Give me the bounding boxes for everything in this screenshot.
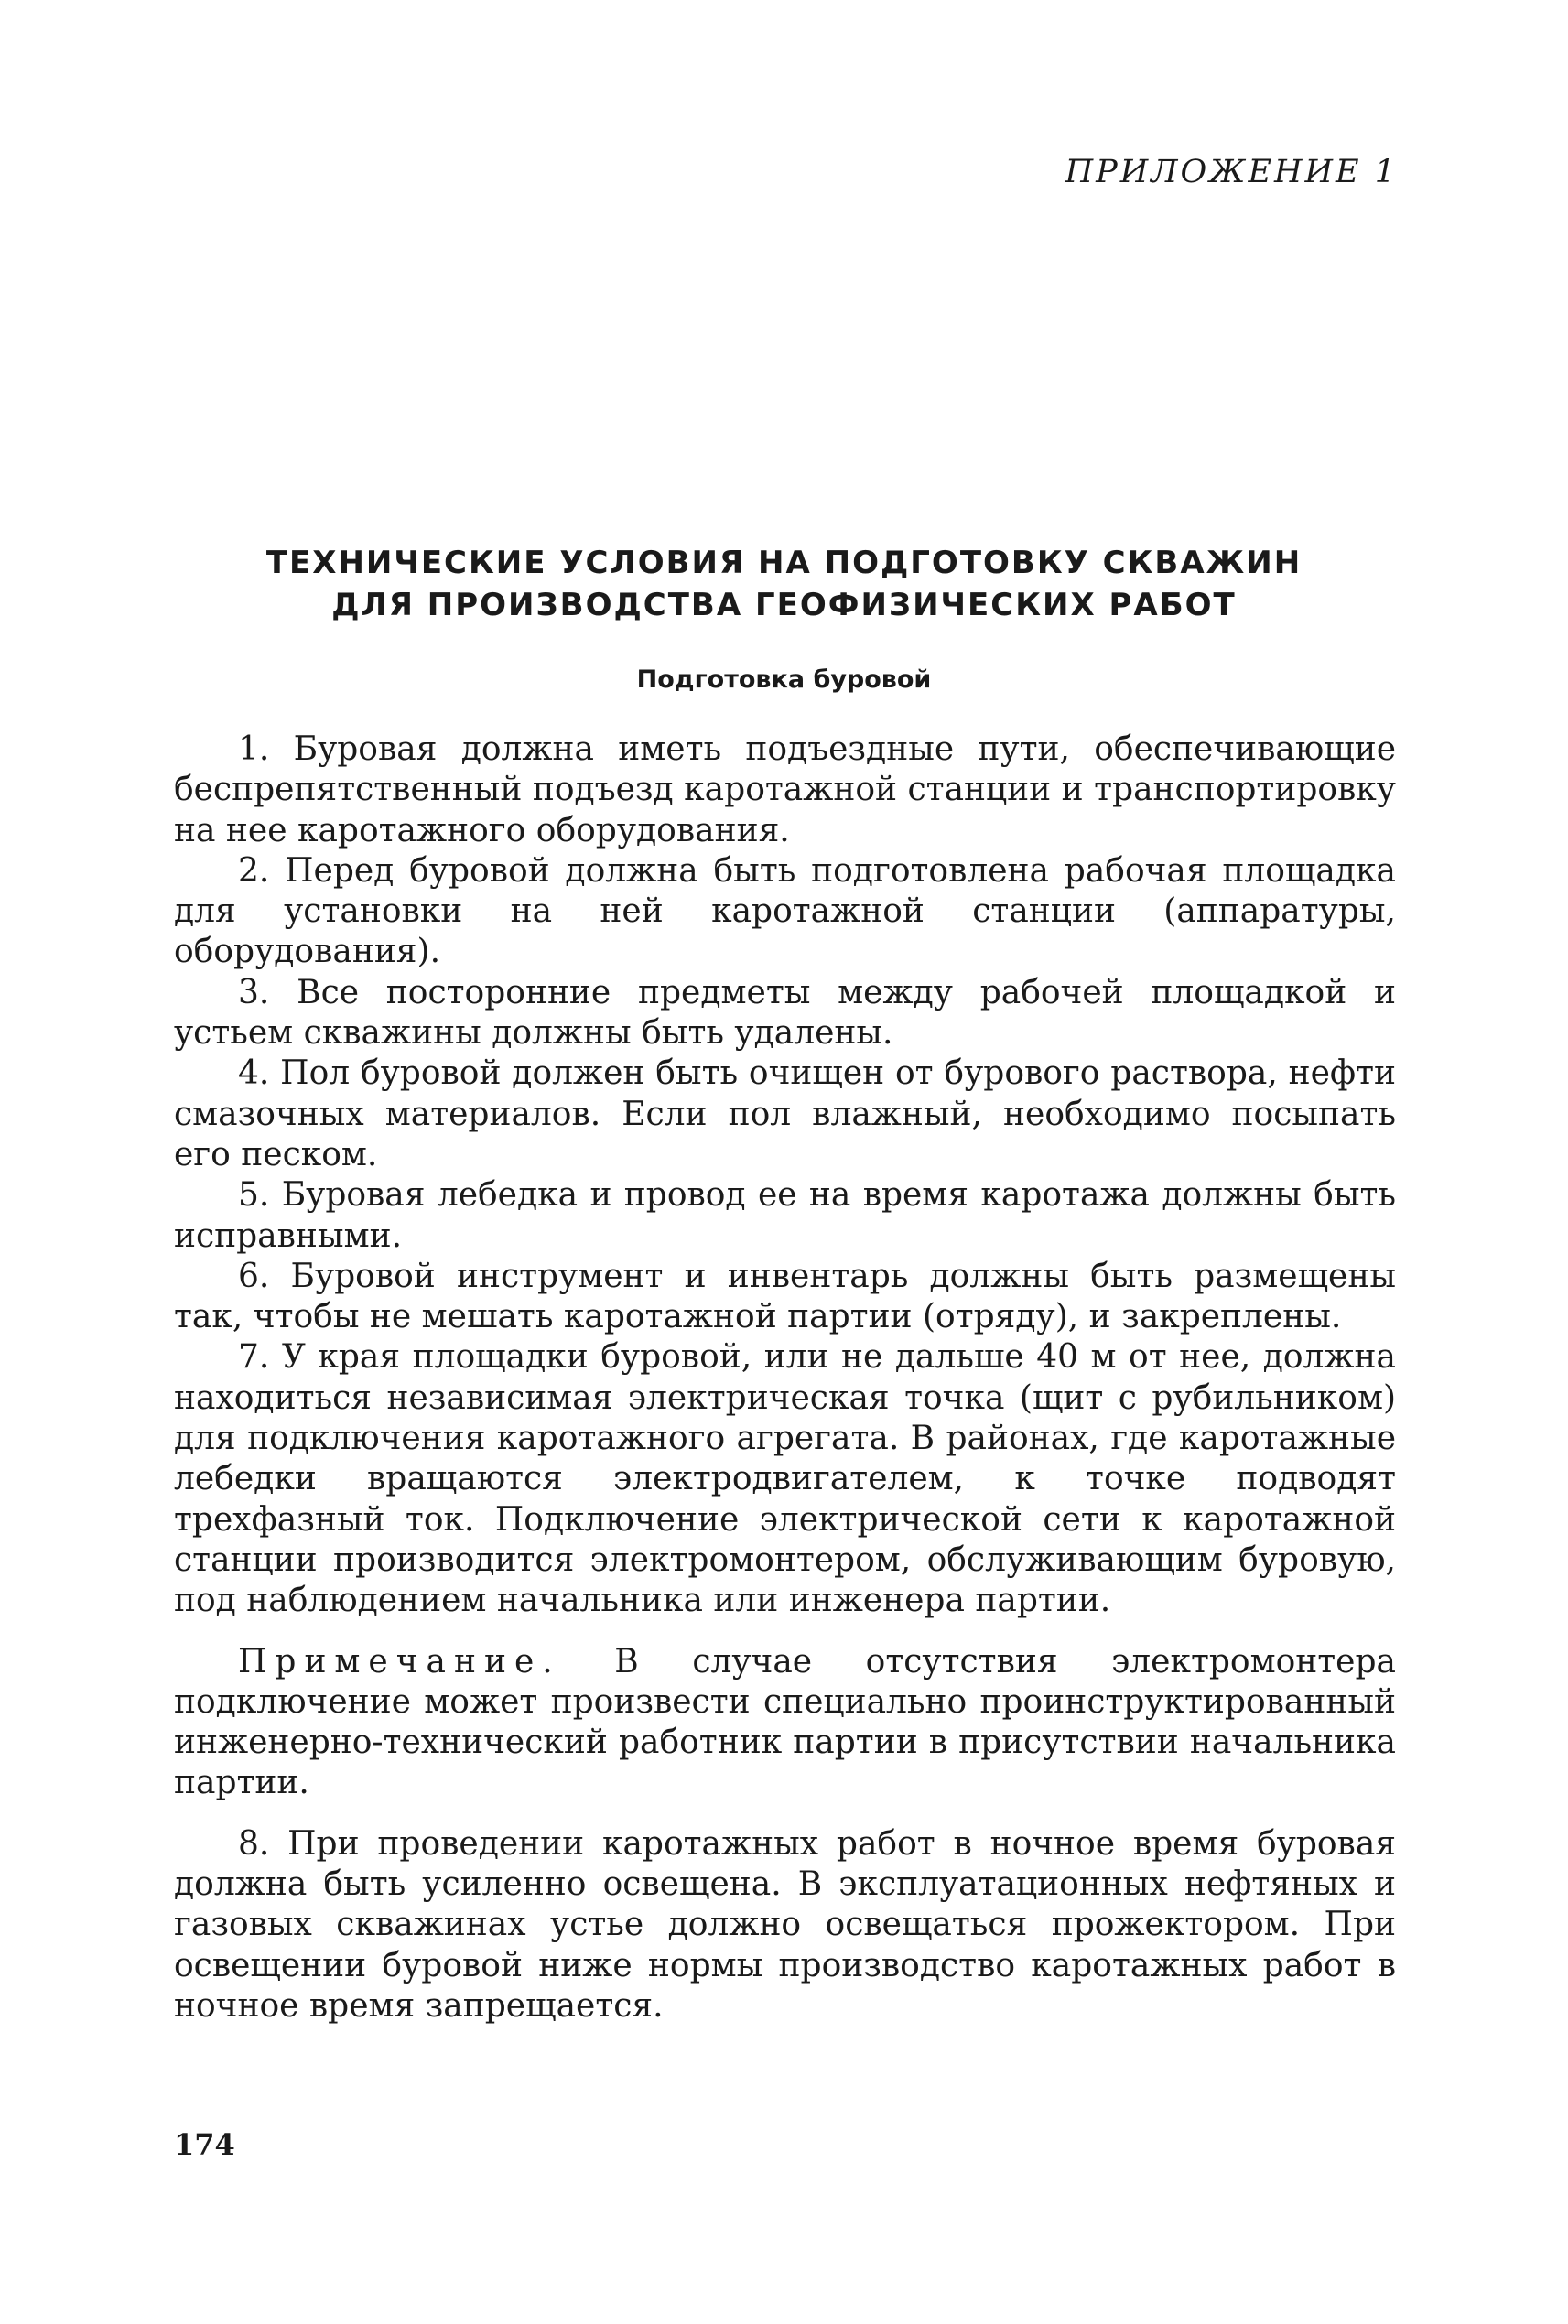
document-body (174, 730, 1396, 2027)
paragraph-6: 6. Буровой инструмент и инвентарь должны быть размещены так, чтобы не мешать каротажной партии (отряду), и закреплены. (174, 1257, 1396, 1336)
section-subtitle: Подготовка буровой (636, 665, 932, 694)
paragraph-3: 3. Все посторонние предметы между рабочей площадкой и устьем скважины должны быть удалены. (174, 973, 1396, 1053)
title-line-1: ТЕХНИЧЕСКИЕ УСЛОВИЯ НА ПОДГОТОВКУ СКВАЖИН (265, 545, 1303, 581)
note-text: В случае отсутствия электромонтера подключение может произвести специально проинструктированный инженерно-технический работник партии в присутствии начальника партии. (174, 1642, 1396, 1802)
paragraph-5: 5. Буровая лебедка и провод ее на время каротажа должны быть исправными. (174, 1176, 1396, 1255)
page-number: 174 (174, 2127, 235, 2162)
paragraph-1: 1. Буровая должна иметь подъездные пути, обеспечивающие беспрепятственный подъезд каротажной станции и транспортировку на нее каротажного оборудования. (174, 730, 1396, 849)
paragraph-4: 4. Пол буровой должен быть очищен от бурового раствора, нефти смазочных материалов. Если пол влажный, необходимо посыпать его песком. (174, 1054, 1396, 1173)
paragraph-7: 7. У края площадки буровой, или не дальше 40 м от нее, должна находиться независимая электрическая точка (щит с рубильником) для подключения каротажного агрегата. В районах, где каротажные лебедки вращаются электродвигателем, к точке подводят трехфазный ток. Подключение электрической сети к каротажной станции производится электромонтером, обслуживающим буровую, под наблюдением начальника или инженера партии. (174, 1338, 1396, 1620)
note-paragraph (174, 1642, 1396, 1804)
paragraph-2: 2. Перед буровой должна быть подготовлена рабочая площадка для установки на ней каротажной станции (аппаратуры, оборудования). (174, 851, 1396, 971)
note-label: Примечание. (238, 1642, 561, 1681)
title-line-2: ДЛЯ ПРОИЗВОДСТВА ГЕОФИЗИЧЕСКИХ РАБОТ (331, 587, 1237, 623)
document-title (174, 542, 1394, 626)
appendix-heading: ПРИЛОЖЕНИЕ 1 (1065, 154, 1398, 190)
paragraph-8: 8. При проведении каротажных работ в ночное время буровая должна быть усиленно освещена. В эксплуатационных нефтяных и газовых скважинах устье должно освещаться прожектором. При освещении буровой ниже нормы производство каротажных работ в ночное время запрещается. (174, 1824, 1396, 2025)
